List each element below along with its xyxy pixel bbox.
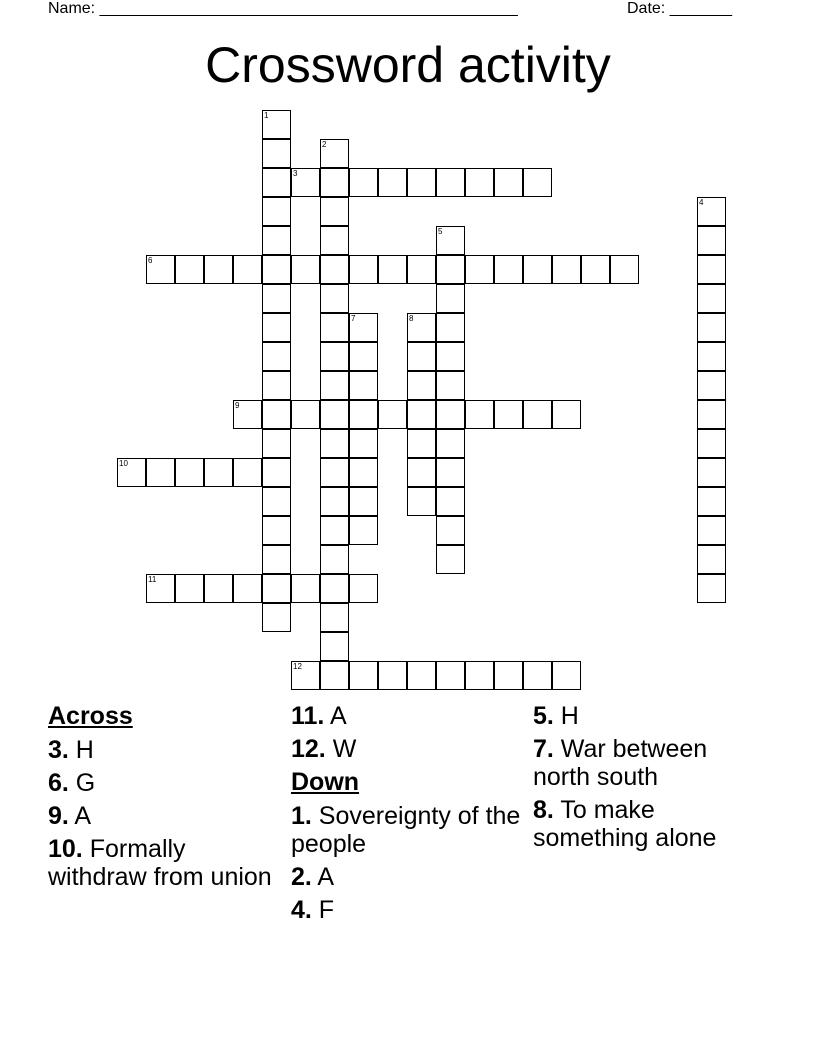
crossword-cell[interactable] xyxy=(436,226,465,255)
clue-number: 7 xyxy=(351,314,356,323)
crossword-cell[interactable] xyxy=(436,661,465,690)
crossword-cell[interactable] xyxy=(349,168,378,197)
clue-text: H xyxy=(553,702,579,730)
crossword-cell[interactable] xyxy=(320,168,349,197)
across-heading: Across xyxy=(48,702,133,730)
crossword-cell[interactable] xyxy=(436,458,465,487)
crossword-cell[interactable] xyxy=(262,603,291,632)
crossword-cell[interactable] xyxy=(349,487,378,516)
date-field-label: Date: _______ xyxy=(627,0,732,17)
clue-number-label: 12. xyxy=(291,735,326,763)
clue-text: War between north south xyxy=(533,735,708,791)
crossword-cell[interactable] xyxy=(436,255,465,284)
crossword-cell[interactable] xyxy=(494,661,523,690)
across-clue-list-continued xyxy=(291,702,526,763)
crossword-cell[interactable] xyxy=(465,661,494,690)
crossword-cell[interactable] xyxy=(320,603,349,632)
crossword-cell[interactable] xyxy=(697,197,726,226)
clue-text: Sovereignty of the people xyxy=(291,802,521,858)
clues-column-1 xyxy=(48,702,283,896)
page-title: Crossword activity xyxy=(205,37,611,93)
crossword-cell[interactable] xyxy=(262,139,291,168)
crossword-cell[interactable] xyxy=(320,226,349,255)
crossword-cell[interactable] xyxy=(436,342,465,371)
clue-number: 4 xyxy=(699,198,704,207)
crossword-cell[interactable] xyxy=(320,516,349,545)
crossword-cell[interactable] xyxy=(320,545,349,574)
clue-number-label: 7. xyxy=(533,735,554,763)
crossword-cell[interactable] xyxy=(146,574,175,603)
clue-text: G xyxy=(68,769,96,797)
crossword-cell[interactable] xyxy=(436,487,465,516)
crossword-cell[interactable] xyxy=(697,371,726,400)
crossword-cell[interactable] xyxy=(175,458,204,487)
clue-item xyxy=(48,736,283,764)
crossword-cell[interactable] xyxy=(262,371,291,400)
crossword-cell[interactable] xyxy=(407,487,436,516)
clue-number: 12 xyxy=(293,662,302,671)
crossword-cell[interactable] xyxy=(465,400,494,429)
clue-text: F xyxy=(311,896,335,924)
crossword-cell[interactable] xyxy=(494,400,523,429)
crossword-cell[interactable] xyxy=(523,661,552,690)
clue-number: 10 xyxy=(119,459,128,468)
clue-text: W xyxy=(325,735,357,763)
crossword-cell[interactable] xyxy=(697,516,726,545)
crossword-cell[interactable] xyxy=(349,429,378,458)
crossword-cell[interactable] xyxy=(697,487,726,516)
crossword-cell[interactable] xyxy=(436,516,465,545)
crossword-cell[interactable] xyxy=(291,574,320,603)
crossword-cell[interactable] xyxy=(349,371,378,400)
crossword-cell[interactable] xyxy=(465,168,494,197)
clue-item xyxy=(291,863,526,891)
down-heading: Down xyxy=(291,768,360,796)
crossword-cell[interactable] xyxy=(175,574,204,603)
clue-number: 8 xyxy=(409,314,414,323)
clue-number: 3 xyxy=(293,169,298,178)
clue-item xyxy=(533,702,768,730)
crossword-cell[interactable] xyxy=(233,574,262,603)
clue-number-label: 8. xyxy=(533,796,554,824)
crossword-cell[interactable] xyxy=(552,255,581,284)
clue-number-label: 2. xyxy=(291,863,312,891)
crossword-cell[interactable] xyxy=(697,545,726,574)
crossword-cell[interactable] xyxy=(320,313,349,342)
clue-number: 5 xyxy=(438,227,443,236)
crossword-cell[interactable] xyxy=(204,574,233,603)
crossword-cell[interactable] xyxy=(697,574,726,603)
crossword-cell[interactable] xyxy=(436,284,465,313)
crossword-cell[interactable] xyxy=(233,400,262,429)
crossword-cell[interactable] xyxy=(233,458,262,487)
clue-number: 1 xyxy=(264,111,269,120)
crossword-cell[interactable] xyxy=(349,661,378,690)
crossword-cell[interactable] xyxy=(320,429,349,458)
crossword-cell[interactable] xyxy=(262,400,291,429)
crossword-cell[interactable] xyxy=(494,168,523,197)
clue-item xyxy=(291,802,526,858)
crossword-cell[interactable] xyxy=(262,168,291,197)
crossword-cell[interactable] xyxy=(436,168,465,197)
down-clue-list xyxy=(291,802,526,924)
crossword-cell[interactable] xyxy=(349,342,378,371)
clue-number-label: 11. xyxy=(291,702,325,730)
clue-number-label: 10. xyxy=(48,835,83,863)
clue-item xyxy=(291,896,526,924)
crossword-cell[interactable] xyxy=(262,197,291,226)
crossword-cell[interactable] xyxy=(697,284,726,313)
crossword-cell[interactable] xyxy=(407,168,436,197)
crossword-cell[interactable] xyxy=(262,487,291,516)
clue-number-label: 3. xyxy=(48,736,69,764)
crossword-cell[interactable] xyxy=(262,458,291,487)
crossword-cell[interactable] xyxy=(494,255,523,284)
crossword-cell[interactable] xyxy=(523,168,552,197)
crossword-cell[interactable] xyxy=(378,168,407,197)
crossword-cell[interactable] xyxy=(581,255,610,284)
crossword-cell[interactable] xyxy=(697,342,726,371)
crossword-cell[interactable] xyxy=(436,371,465,400)
crossword-cell[interactable] xyxy=(320,632,349,661)
clue-number: 11 xyxy=(148,575,157,584)
crossword-cell[interactable] xyxy=(697,400,726,429)
crossword-cell[interactable] xyxy=(697,429,726,458)
crossword-cell[interactable] xyxy=(697,226,726,255)
clues-column-3 xyxy=(533,702,768,857)
crossword-cell[interactable] xyxy=(175,255,204,284)
crossword-cell[interactable] xyxy=(378,400,407,429)
crossword-cell[interactable] xyxy=(349,400,378,429)
crossword-cell[interactable] xyxy=(291,661,320,690)
clue-number-label: 1. xyxy=(291,802,312,830)
crossword-cell[interactable] xyxy=(436,545,465,574)
crossword-cell[interactable] xyxy=(320,661,349,690)
crossword-cell[interactable] xyxy=(407,313,436,342)
crossword-cell[interactable] xyxy=(523,400,552,429)
clue-number: 2 xyxy=(322,140,327,149)
crossword-cell[interactable] xyxy=(407,458,436,487)
crossword-cell[interactable] xyxy=(291,168,320,197)
crossword-cell[interactable] xyxy=(262,110,291,139)
crossword-cell[interactable] xyxy=(378,661,407,690)
crossword-cell[interactable] xyxy=(320,371,349,400)
clue-item xyxy=(291,702,526,730)
crossword-cell[interactable] xyxy=(465,255,494,284)
crossword-cell[interactable] xyxy=(320,574,349,603)
clue-number-label: 4. xyxy=(291,896,312,924)
crossword-cell[interactable] xyxy=(262,342,291,371)
crossword-cell[interactable] xyxy=(349,458,378,487)
clue-number-label: 9. xyxy=(48,802,69,830)
crossword-cell[interactable] xyxy=(552,661,581,690)
crossword-cell[interactable] xyxy=(378,255,407,284)
crossword-cell[interactable] xyxy=(320,255,349,284)
clue-item xyxy=(48,802,283,830)
crossword-cell[interactable] xyxy=(146,458,175,487)
crossword-cell[interactable] xyxy=(233,255,262,284)
crossword-cell[interactable] xyxy=(262,545,291,574)
crossword-cell[interactable] xyxy=(552,400,581,429)
crossword-cell[interactable] xyxy=(320,284,349,313)
crossword-cell[interactable] xyxy=(262,574,291,603)
crossword-cell[interactable] xyxy=(407,661,436,690)
crossword-cell[interactable] xyxy=(610,255,639,284)
crossword-cell[interactable] xyxy=(320,197,349,226)
clue-text: A xyxy=(324,702,347,730)
crossword-cell[interactable] xyxy=(349,313,378,342)
clues-column-2 xyxy=(291,702,526,929)
across-clue-list xyxy=(48,736,283,891)
clue-item xyxy=(48,835,283,891)
crossword-cell[interactable] xyxy=(407,255,436,284)
clue-number-label: 5. xyxy=(533,702,554,730)
clue-item xyxy=(533,796,768,852)
crossword-cell[interactable] xyxy=(320,487,349,516)
crossword-cell[interactable] xyxy=(697,313,726,342)
crossword-cell[interactable] xyxy=(262,226,291,255)
crossword-cell[interactable] xyxy=(204,458,233,487)
crossword-cell[interactable] xyxy=(349,516,378,545)
crossword-cell[interactable] xyxy=(436,313,465,342)
clue-text: To make something alone xyxy=(533,796,717,852)
crossword-cell[interactable] xyxy=(407,371,436,400)
crossword-cell[interactable] xyxy=(320,139,349,168)
clue-item xyxy=(291,735,526,763)
crossword-cell[interactable] xyxy=(436,429,465,458)
crossword-cell[interactable] xyxy=(407,342,436,371)
crossword-cell[interactable] xyxy=(436,400,465,429)
crossword-cell[interactable] xyxy=(262,284,291,313)
name-field-label: Name: _______________________________________________ xyxy=(48,0,518,17)
crossword-cell[interactable] xyxy=(407,400,436,429)
crossword-cell[interactable] xyxy=(262,313,291,342)
crossword-cell[interactable] xyxy=(697,255,726,284)
clue-text: A xyxy=(311,863,335,891)
crossword-cell[interactable] xyxy=(262,516,291,545)
crossword-cell[interactable] xyxy=(349,574,378,603)
crossword-cell[interactable] xyxy=(320,458,349,487)
crossword-cell[interactable] xyxy=(697,458,726,487)
clue-number: 9 xyxy=(235,401,240,410)
clue-text: Formally withdraw from union xyxy=(48,835,272,891)
crossword-cell[interactable] xyxy=(523,255,552,284)
crossword-cell[interactable] xyxy=(320,400,349,429)
clue-item xyxy=(533,735,768,791)
crossword-cell[interactable] xyxy=(204,255,233,284)
crossword-cell[interactable] xyxy=(291,255,320,284)
clue-text: A xyxy=(68,802,92,830)
clue-number-label: 6. xyxy=(48,769,69,797)
crossword-cell[interactable] xyxy=(291,400,320,429)
clue-number: 6 xyxy=(148,256,153,265)
down-clue-list-continued xyxy=(533,702,768,852)
crossword-cell[interactable] xyxy=(146,255,175,284)
crossword-cell[interactable] xyxy=(320,342,349,371)
crossword-cell[interactable] xyxy=(262,429,291,458)
crossword-cell[interactable] xyxy=(117,458,146,487)
crossword-cell[interactable] xyxy=(407,429,436,458)
clue-item xyxy=(48,769,283,797)
crossword-cell[interactable] xyxy=(349,255,378,284)
clue-text: H xyxy=(68,736,94,764)
crossword-cell[interactable] xyxy=(262,255,291,284)
